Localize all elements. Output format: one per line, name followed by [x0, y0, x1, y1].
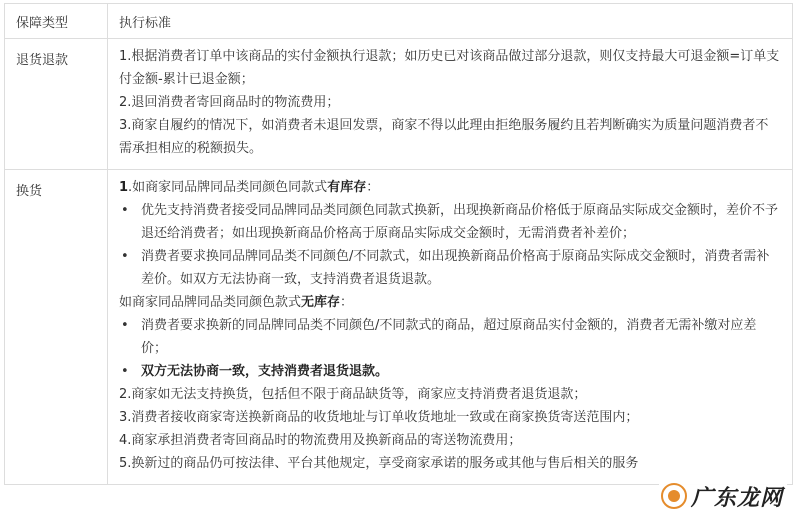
out-of-stock-label: 无库存	[301, 295, 341, 310]
refund-rule-2: 2.退回消费者寄回商品时的物流费用；	[119, 95, 340, 110]
exchange-rule-2: 2.商家如无法支持换货，包括但不限于商品缺货等，商家应支持消费者退货退款；	[119, 387, 587, 402]
standard-cell	[108, 39, 793, 170]
bullet-text: 优先支持消费者接受同品牌同品类同颜色同款式换新，出现换新商品价格低于原商品实际成交金额时，差价不予退还给消费者；如出现换新商品价格高于原商品实际成交金额时，无需消费者补差价；	[141, 203, 779, 241]
in-stock-prefix: .如商家同品牌同品类同颜色同款式	[128, 180, 328, 195]
exchange-rule-5: 5.换新过的商品仍可按法律、平台其他规定，享受商家承诺的服务或其他与售后相关的服务	[119, 456, 639, 471]
bullet-text: 消费者要求换同品牌同品类不同颜色/不同款式，如出现换新商品价格高于原商品实际成交金额时，消费者需补差价。如双方无法协商一致，支持消费者退货退款。	[141, 249, 770, 287]
logo-circle-icon	[661, 483, 687, 509]
out-of-stock-colon: ：	[340, 295, 354, 310]
table-header-row	[5, 4, 793, 39]
refund-rule-3: 3.商家自履约的情况下，如消费者未退回发票，商家不得以此理由拒绝服务履约且若判断确实为质量问题消费者不需承担相应的税额损失。	[119, 118, 769, 156]
in-stock-label: 有库存	[327, 180, 367, 195]
guarantee-table	[4, 3, 793, 485]
bullet-dot: •	[121, 318, 129, 333]
in-stock-number: 1	[119, 180, 129, 195]
refund-rule-1: 1.根据消费者订单中该商品的实付金额执行退款；如历史已对该商品做过部分退款，则仅支持最大可退金额=订单支付金额-累计已退金额；	[119, 49, 780, 87]
bullet-dot: •	[121, 364, 129, 379]
bullet-text: 双方无法协商一致，支持消费者退货退款。	[141, 364, 389, 379]
watermark	[659, 481, 787, 511]
bullet-item	[119, 245, 781, 291]
column-header-standard: 执行标准	[108, 4, 793, 39]
bullet-item-bold	[119, 360, 781, 383]
in-stock-colon: ：	[366, 180, 380, 195]
guarantee-type-cell: 换货	[5, 170, 108, 485]
bullet-item	[119, 199, 781, 245]
out-of-stock-prefix: 如商家同品牌同品类同颜色款式	[119, 295, 302, 310]
bullet-text: 消费者要求换新的同品牌同品类不同颜色/不同款式的商品，超过原商品实付金额的，消费者无需补缴对应差价；	[141, 318, 757, 356]
table-row-return-refund	[5, 39, 793, 170]
bullet-dot: •	[121, 203, 129, 218]
exchange-rule-4: 4.商家承担消费者寄回商品时的物流费用及换新商品的寄送物流费用；	[119, 433, 522, 448]
out-of-stock-heading	[119, 291, 781, 314]
exchange-rule-3: 3.消费者接收商家寄送换新商品的收货地址与订单收货地址一致或在商家换货寄送范围内；	[119, 410, 639, 425]
guarantee-type-cell: 退货退款	[5, 39, 108, 170]
column-header-type: 保障类型	[5, 4, 108, 39]
table-row-exchange	[5, 170, 793, 485]
bullet-dot: •	[121, 249, 129, 264]
standard-cell	[108, 170, 793, 485]
bullet-item	[119, 314, 781, 360]
in-stock-heading	[119, 176, 781, 199]
watermark-text: 广东龙网	[690, 485, 783, 511]
